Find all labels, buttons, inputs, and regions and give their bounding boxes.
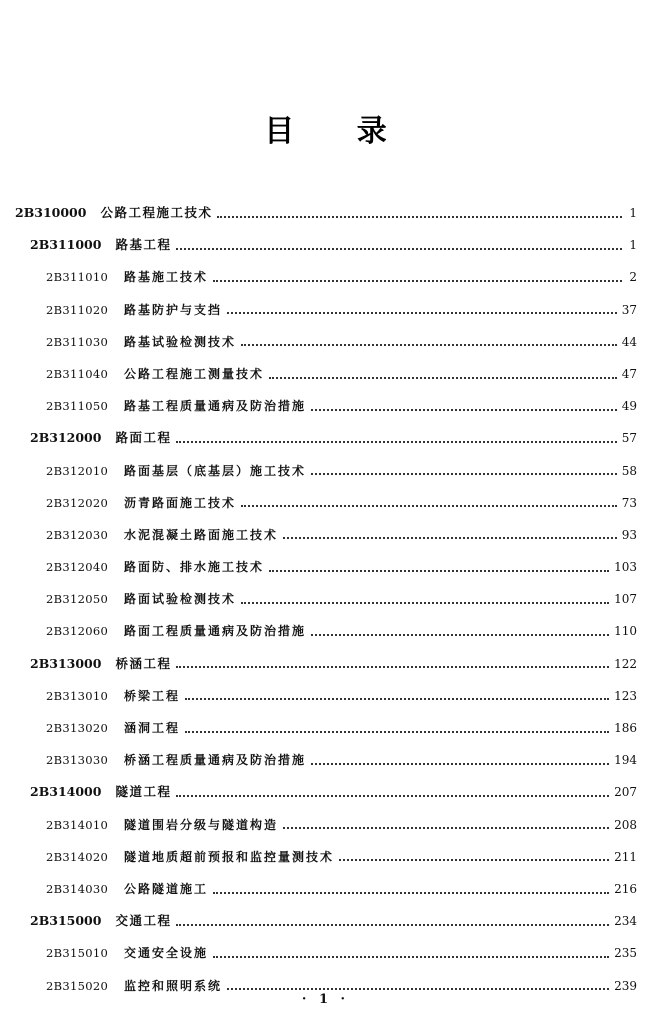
dot-leader bbox=[213, 279, 622, 282]
toc-entry-title: 交通工程 bbox=[115, 913, 172, 929]
dot-leader bbox=[176, 923, 609, 926]
dot-leader bbox=[217, 215, 622, 218]
dot-leader bbox=[185, 697, 609, 700]
toc-entry[interactable] bbox=[0, 648, 651, 680]
toc-entry[interactable] bbox=[0, 712, 651, 744]
toc-entry-code: 2B312000 bbox=[30, 430, 102, 446]
toc-entry-page: 208 bbox=[614, 817, 637, 832]
dot-leader bbox=[227, 987, 609, 990]
page-number: · 1 · bbox=[301, 992, 350, 1007]
toc-entry-page: 49 bbox=[621, 399, 637, 414]
toc-entry-page: 2 bbox=[629, 270, 637, 285]
toc-entry-code: 2B311030 bbox=[46, 334, 109, 349]
toc-entry-title: 路基工程质量通病及防治措施 bbox=[124, 399, 307, 414]
dot-leader bbox=[311, 633, 609, 636]
dot-leader bbox=[311, 762, 609, 765]
toc-entry-title: 公路工程施工技术 bbox=[100, 205, 213, 220]
toc-entry-title: 路基工程 bbox=[115, 237, 172, 253]
toc-entry-title: 路基防护与支挡 bbox=[124, 302, 223, 317]
toc-entry-page: 235 bbox=[614, 946, 637, 961]
dot-leader bbox=[269, 376, 617, 379]
dot-leader bbox=[213, 955, 609, 958]
toc-entry-title: 监控和照明系统 bbox=[124, 978, 223, 993]
dot-leader bbox=[241, 343, 617, 346]
toc-entry-title: 桥涵工程 bbox=[115, 655, 172, 671]
toc-entry-page: 57 bbox=[621, 431, 637, 446]
toc-entry-title: 路面试验检测技术 bbox=[124, 592, 237, 607]
toc-entry-code: 2B312030 bbox=[46, 527, 109, 542]
toc-entry-title: 沥青路面施工技术 bbox=[124, 495, 237, 510]
toc-entry[interactable] bbox=[0, 294, 651, 326]
toc-entry-code: 2B314010 bbox=[46, 817, 109, 832]
toc-entry-code: 2B314030 bbox=[46, 881, 109, 896]
dot-leader bbox=[176, 665, 609, 668]
toc-entry[interactable] bbox=[0, 326, 651, 358]
dot-leader bbox=[176, 247, 622, 250]
toc-entry-code: 2B311010 bbox=[46, 270, 109, 285]
toc-entry-title: 路基施工技术 bbox=[124, 270, 209, 285]
toc-entry[interactable] bbox=[0, 937, 651, 969]
toc-entry-page: 1 bbox=[629, 206, 637, 220]
toc-entry[interactable] bbox=[0, 358, 651, 390]
toc-entry-title: 交通安全设施 bbox=[124, 946, 209, 961]
toc-entry[interactable] bbox=[0, 197, 651, 229]
toc-entry-code: 2B312010 bbox=[46, 463, 109, 478]
toc-entry[interactable] bbox=[0, 744, 651, 776]
toc-entry-code: 2B314020 bbox=[46, 849, 109, 864]
toc-entry-code: 2B313010 bbox=[46, 688, 109, 703]
toc-entry[interactable] bbox=[0, 680, 651, 712]
toc-entry-title: 路面工程 bbox=[115, 430, 172, 446]
toc-entry-code: 2B311040 bbox=[46, 366, 109, 381]
toc-entry-title: 路基试验检测技术 bbox=[124, 334, 237, 349]
toc-entry-code: 2B315020 bbox=[46, 978, 109, 993]
toc-entry[interactable] bbox=[0, 261, 651, 293]
toc-entry-code: 2B315010 bbox=[46, 946, 109, 961]
dot-leader bbox=[269, 569, 609, 572]
toc-entry-page: 110 bbox=[614, 624, 637, 639]
toc-entry-code: 2B312040 bbox=[46, 560, 109, 575]
toc-entry-page: 103 bbox=[614, 560, 637, 575]
toc-entry-title: 路面工程质量通病及防治措施 bbox=[124, 624, 307, 639]
toc-entry-title: 路面防、排水施工技术 bbox=[124, 560, 265, 575]
toc-entry-code: 2B311020 bbox=[46, 302, 109, 317]
toc-entry-code: 2B312050 bbox=[46, 592, 109, 607]
toc-entry-page: 47 bbox=[621, 366, 637, 381]
toc-entry-title: 隧道工程 bbox=[115, 784, 172, 800]
toc-entry[interactable] bbox=[0, 905, 651, 937]
toc-entry-page: 234 bbox=[614, 914, 637, 929]
toc-entry-page: 93 bbox=[621, 527, 637, 542]
dot-leader bbox=[185, 730, 609, 733]
toc-entry-code: 2B315000 bbox=[30, 913, 102, 929]
dot-leader bbox=[241, 504, 617, 507]
toc-entry-title: 隧道地质超前预报和监控量测技术 bbox=[124, 849, 335, 864]
toc-entry-code: 2B311050 bbox=[46, 399, 109, 414]
toc-entry-code: 2B310000 bbox=[15, 205, 87, 220]
toc-entry-title: 涵洞工程 bbox=[124, 721, 181, 735]
toc-entry-page: 186 bbox=[614, 721, 637, 735]
toc-entry-page: 58 bbox=[621, 463, 637, 478]
toc-entry-page: 207 bbox=[614, 785, 637, 800]
toc-entry-code: 2B311000 bbox=[30, 237, 102, 253]
dot-leader bbox=[176, 794, 609, 797]
toc-entry[interactable] bbox=[0, 615, 651, 647]
toc-entry-page: 194 bbox=[614, 753, 637, 768]
toc-entry-title: 桥涵工程质量通病及防治措施 bbox=[124, 753, 307, 768]
toc-entry-title: 桥梁工程 bbox=[124, 688, 181, 703]
table-of-contents bbox=[0, 197, 651, 1002]
toc-entry-page: 239 bbox=[614, 978, 637, 993]
toc-entry[interactable] bbox=[0, 551, 651, 583]
dot-leader bbox=[283, 536, 617, 539]
dot-leader bbox=[176, 440, 616, 443]
dot-leader bbox=[213, 891, 609, 894]
toc-entry[interactable] bbox=[0, 519, 651, 551]
toc-entry[interactable] bbox=[0, 841, 651, 873]
toc-entry[interactable] bbox=[0, 229, 651, 261]
dot-leader bbox=[283, 826, 609, 829]
dot-leader bbox=[311, 408, 617, 411]
dot-leader bbox=[227, 311, 617, 314]
toc-entry-page: 216 bbox=[614, 881, 637, 896]
dot-leader bbox=[311, 472, 617, 475]
dot-leader bbox=[241, 601, 609, 604]
toc-entry-title: 水泥混凝土路面施工技术 bbox=[124, 527, 279, 542]
toc-entry-code: 2B312060 bbox=[46, 624, 109, 639]
toc-entry-page: 122 bbox=[614, 656, 637, 671]
page-title: 目 录 bbox=[264, 114, 413, 149]
toc-entry-page: 211 bbox=[614, 849, 637, 864]
toc-entry-page: 73 bbox=[621, 495, 637, 510]
toc-entry[interactable] bbox=[0, 809, 651, 841]
dot-leader bbox=[339, 858, 609, 861]
toc-entry[interactable] bbox=[0, 487, 651, 519]
toc-entry-page: 37 bbox=[621, 302, 637, 317]
toc-entry[interactable] bbox=[0, 455, 651, 487]
toc-entry[interactable] bbox=[0, 776, 651, 808]
toc-entry[interactable] bbox=[0, 422, 651, 454]
toc-entry-page: 44 bbox=[621, 334, 637, 349]
toc-entry-code: 2B313000 bbox=[30, 655, 102, 671]
toc-entry-code: 2B312020 bbox=[46, 495, 109, 510]
toc-entry-page: 107 bbox=[614, 592, 637, 607]
toc-entry-title: 隧道围岩分级与隧道构造 bbox=[124, 817, 279, 832]
toc-entry[interactable] bbox=[0, 390, 651, 422]
toc-entry-code: 2B313020 bbox=[46, 721, 109, 735]
toc-entry[interactable] bbox=[0, 873, 651, 905]
toc-entry-code: 2B313030 bbox=[46, 753, 109, 768]
toc-entry-title: 公路隧道施工 bbox=[124, 881, 209, 896]
toc-entry-title: 公路工程施工测量技术 bbox=[124, 366, 265, 381]
toc-entry-page: 1 bbox=[629, 238, 637, 253]
toc-entry-title: 路面基层（底基层）施工技术 bbox=[124, 463, 307, 478]
toc-entry-page: 123 bbox=[614, 688, 637, 703]
toc-entry-code: 2B314000 bbox=[30, 784, 102, 800]
toc-entry[interactable] bbox=[0, 583, 651, 615]
